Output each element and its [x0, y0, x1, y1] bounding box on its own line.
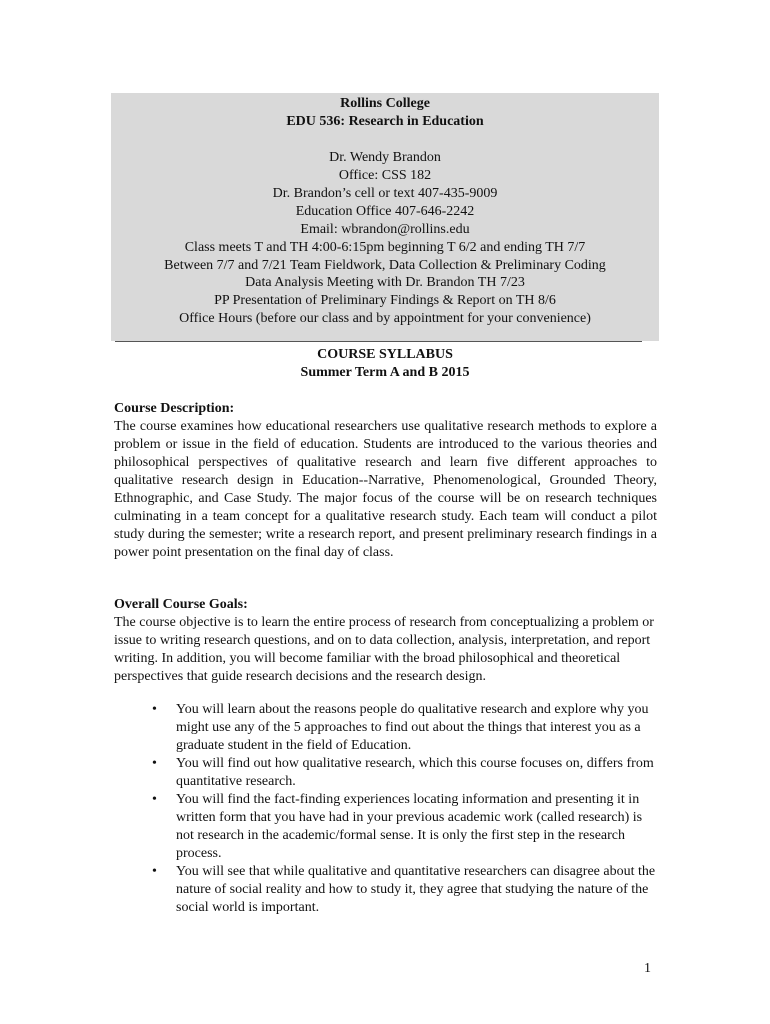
office-hours: Office Hours (before our class and by appointment for your convenience) — [179, 311, 591, 326]
instructor-name: Dr. Wendy Brandon — [329, 150, 441, 165]
divider — [115, 341, 642, 342]
presentation-date: PP Presentation of Preliminary Findings & Report on TH 8/6 — [214, 293, 556, 308]
course-description-text: The course examines how educational researchers use qualitative research methods to explore a problem or issue in the field of education. Students are introduced to the various theories and philosophical perspectives of qualitative research and learn five different approaches to qualitative research design in Education--Narrative, Phenomenological, Grounded Theory, Ethnographic, and Case Study. The major focus of the course will be on research techniques culminating in a team concept for a qualitative research study. Each team will conduct a pilot study during the semester; write a research report, and present preliminary research findings in a power point presentation on the final day of class. — [114, 419, 657, 560]
course-goals-section — [114, 596, 657, 686]
bullet-icon: • — [152, 864, 157, 879]
bullet-icon: • — [152, 756, 157, 771]
email: Email: wbrandon@rollins.edu — [300, 222, 470, 237]
list-item — [114, 863, 657, 917]
course-goals-heading: Overall Course Goals: — [114, 597, 248, 612]
list-item — [114, 701, 657, 755]
course-goals-text: The course objective is to learn the entire process of research from conceptualizing a problem or issue to writing research questions, and on to data collection, analysis, interpretation, and report writing. In addition, you will become familiar with the broad philosophical and theoretical perspectives that guide research decisions and the research design. — [114, 615, 654, 684]
fieldwork-dates: Between 7/7 and 7/21 Team Fieldwork, Data Collection & Preliminary Coding — [164, 258, 606, 273]
syllabus-title: COURSE SYLLABUS — [317, 347, 453, 362]
list-item — [114, 755, 657, 791]
list-item-text: You will see that while qualitative and quantitative researchers can disagree about the nature of social reality and how to study it, they agree that studying the nature of the social world is important. — [176, 864, 656, 915]
course-description-section — [114, 400, 657, 562]
education-office-phone: Education Office 407-646-2242 — [295, 204, 475, 219]
list-item-text: You will learn about the reasons people do qualitative research and explore why you might use any of the 5 approaches to find out about the things that interest you as a graduate student in the field of Education. — [176, 702, 649, 753]
cell-phone: Dr. Brandon’s cell or text 407-435-9009 — [272, 186, 498, 201]
analysis-meeting: Data Analysis Meeting with Dr. Brandon TH 7/23 — [245, 275, 525, 290]
course-description-heading: Course Description: — [114, 401, 235, 416]
page-number: 1 — [644, 961, 651, 976]
office-location: Office: CSS 182 — [338, 168, 432, 183]
class-meeting-times: Class meets T and TH 4:00-6:15pm beginning T 6/2 and ending TH 7/7 — [184, 240, 586, 255]
syllabus-term: Summer Term A and B 2015 — [300, 365, 470, 380]
course-title: EDU 536: Research in Education — [286, 114, 484, 129]
college-name: Rollins College — [340, 96, 430, 111]
bullet-icon: • — [152, 792, 157, 807]
list-item — [114, 791, 657, 863]
list-item-text: You will find out how qualitative research, which this course focuses on, differs from quantitative research. — [176, 756, 654, 789]
bullet-icon: • — [152, 702, 157, 717]
list-item-text: You will find the fact-finding experiences locating information and presenting it in written form that you have had in your previous academic work (called research) is not research in the academic/formal sense. It is only the first step in the research process. — [176, 792, 643, 861]
goals-list — [114, 701, 657, 917]
